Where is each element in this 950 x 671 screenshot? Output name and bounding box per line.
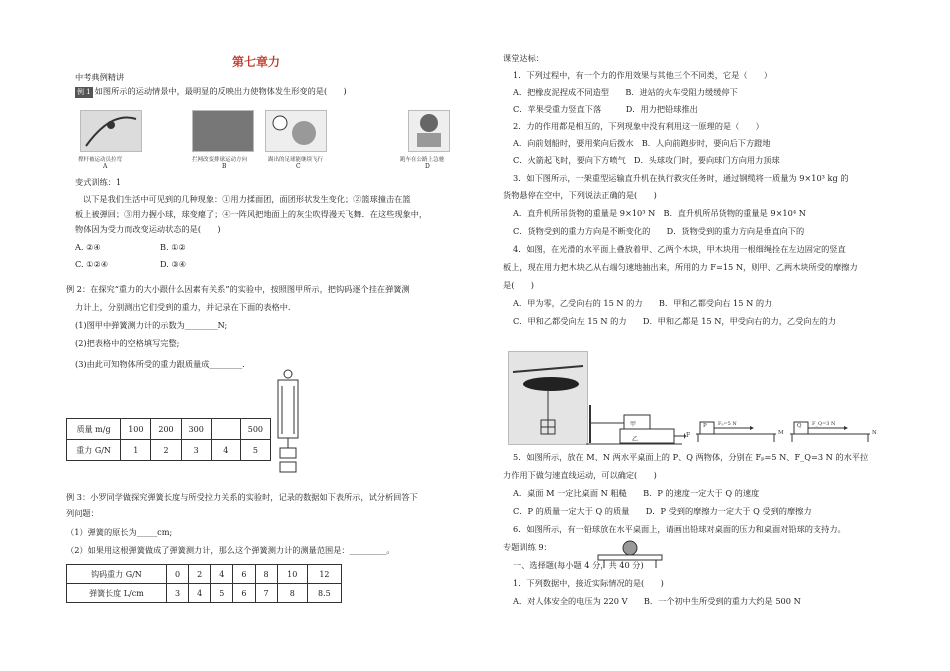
rline-3: C．苹果受重力竖直下落 D．用力把铅球推出 [513, 104, 698, 114]
rline2-6: 一、选择题(每小题 4 分，共 40 分) [513, 560, 644, 570]
table-cell: 4 [211, 440, 240, 461]
q1-option-d: D. ③④ [160, 259, 187, 269]
example-1 [75, 86, 347, 98]
rline-14: A．甲为零，乙受向右的 15 N 的力 B．甲和乙都受向右 15 N 的力 [513, 298, 773, 308]
fig-b-caption: 拦网改变排球运动方向 [192, 157, 248, 163]
rline2-3: C．P 的质量一定大于 Q 的质量 D．P 受到的摩擦力一定大于 Q 受到的摩擦力 [513, 506, 812, 516]
fig-d-letter: D [425, 163, 430, 170]
fig-c-letter: C [296, 163, 301, 170]
block-q-label: Q [797, 423, 802, 429]
table-cell: 8.5 [307, 584, 341, 603]
q1-line-3: 物体因为受力而改变运动状态的是( ) [75, 224, 221, 234]
block-p-figure [696, 420, 788, 442]
rline2-2: A．桌面 M 一定比桌面 N 粗糙 B．P 的速度一定大于 Q 的速度 [513, 488, 760, 498]
surface-m-label: M [778, 430, 784, 436]
rline-9: A．直升机所吊货物的重量是 9×10³ N B．直升机所吊货物的重量是 9×10⁴ N [513, 208, 806, 218]
rline2-5: 专题训练 9： [503, 542, 552, 552]
fig-a-letter: A [103, 163, 108, 170]
force-q-label: F_Q=3 N [812, 421, 836, 427]
section-heading: 中考典例精讲 [75, 72, 125, 82]
rline-5: A．向前划船时，要用桨向后拨水 B．人向前跑步时，要向后下方蹬地 [513, 138, 771, 148]
table-cell: 1 [121, 440, 151, 461]
ex3-line-4: （2）如果用这根弹簧做成了弹簧测力计，那么这个弹簧测力计的测量范围是：_________。 [66, 545, 395, 555]
table-cell: 100 [121, 419, 151, 440]
rline2-8: A．对人体安全的电压为 220 V B．一个初中生所受到的重力大约是 500 N [513, 596, 801, 606]
table-cell: 12 [307, 565, 341, 584]
example-badge: 例 1 [77, 88, 91, 96]
table-cell: 2 [151, 440, 181, 461]
table-header-cell: 质量 m/g [67, 419, 121, 440]
table-header-cell: 弹簧长度 L/cm [67, 584, 167, 603]
table-cell: 3 [166, 584, 188, 603]
table-row [67, 440, 271, 461]
rline-12: 板上，现在用力把木块乙从右端匀速地抽出来，所用的力 F=15 N，则甲、乙两木块所受的摩擦力 [503, 262, 858, 272]
spring-length-table [66, 564, 342, 603]
table-row [67, 565, 342, 584]
ex3-line-2: 列问题： [66, 508, 99, 518]
table-cell: 5 [211, 584, 233, 603]
table-row [67, 584, 342, 603]
table-cell: 500 [240, 419, 270, 440]
table-cell: 6 [233, 584, 255, 603]
rline2-4: 6．如图所示，有一铅球放在水平桌面上，请画出铅球对桌面的压力和桌面对铅球的支持力。 [513, 524, 846, 534]
mass-weight-table [66, 418, 271, 461]
rline2-1: 力作用下做匀速直线运动，可以确定( ) [503, 470, 657, 480]
football-mascot-image [265, 110, 327, 152]
page-title: 第七章力 [232, 55, 281, 69]
surface-n-label: N [872, 430, 877, 436]
q1-line-2: 板上被弹回；③用力握小球，球变瘪了；④一阵风把地面上的灰尘吹得漫天飞舞．在这些现象中， [75, 209, 428, 219]
table-cell: 5 [240, 440, 270, 461]
table-cell: 4 [189, 584, 211, 603]
table-cell: 3 [181, 440, 211, 461]
fig-a-caption: 撑杆被运动员拉弯 [78, 157, 123, 163]
soccer-ball-icon [266, 111, 326, 151]
rline-11: 4．如图，在光滑的水平面上叠放着甲、乙两个木块，甲木块用一根细绳拴在左边固定的竖直 [513, 244, 846, 254]
force-f-label: F [686, 432, 691, 439]
example-1-text: 如图所示的运动情景中，最明显的反映出力使物体发生形变的是( ) [94, 86, 347, 96]
rline-4: 2．力的作用都是相互的，下列现象中没有利用这一原理的是（ ） [513, 121, 764, 131]
rline-1: 1．下列过程中，有一个力的作用效果与其他三个不同类，它是（ ） [513, 70, 773, 80]
helicopter-image [508, 351, 588, 445]
table-cell: 2 [189, 565, 211, 584]
ex3-line-3: （1）弹簧的原长为_____cm; [66, 527, 173, 537]
q1-option-b: B. ①② [160, 242, 186, 252]
rline-13: 是( ) [503, 280, 534, 290]
table-header-cell: 钩码重力 G/N [67, 565, 167, 584]
rline-0: 课堂达标： [503, 53, 544, 63]
mascot-car-image [408, 110, 450, 152]
table-cell: 300 [181, 419, 211, 440]
force-p-label: Fₚ=5 N [718, 421, 737, 427]
table-cell: 8 [255, 565, 277, 584]
q1-option-c: C. ①②④ [75, 259, 109, 269]
table-header-cell: 重力 G/N [67, 440, 121, 461]
table-row [67, 419, 271, 440]
q1-option-a: A. ②④ [75, 242, 101, 252]
block-yi-label: 乙 [632, 436, 639, 443]
table-cell: 8 [277, 584, 307, 603]
mascot-icon [409, 111, 449, 151]
table-blank-cell[interactable] [211, 419, 240, 440]
table-cell: 7 [255, 584, 277, 603]
rline-2: A．把橡皮泥捏成不同造型 B．进站的火车受阻力缓缓停下 [513, 87, 738, 97]
ex2-line-4: (2)把表格中的空格填写完整; [75, 338, 180, 348]
variant-training: 变式训练：1 [75, 177, 122, 187]
block-jia-label: 甲 [630, 421, 637, 428]
rline-7: 3．如下图所示，一架重型运输直升机在执行救灾任务时，通过钢缆将一质量为 9×10³ kg 的 [513, 173, 849, 183]
q1-line-1: 以下是我们生活中可见到的几种现象：①用力揉面团，面团形状发生变化；②篮球撞击在篮 [83, 194, 411, 204]
volleyball-image [192, 110, 254, 152]
table-cell: 200 [151, 419, 181, 440]
block-p-label: P [703, 423, 707, 429]
table-cell: 4 [211, 565, 233, 584]
ex2-line-3: (1)图甲中弹簧测力计的示数为________N; [75, 320, 228, 330]
ex2-line-2: 力计上，分别测出它们受到的重力，并记录在下面的表格中. [75, 302, 291, 312]
ex2-line-1: 例 2：在探究“重力的大小跟什么因素有关系”的实验中，按照图甲所示，把钩码逐个挂在弹簧测 [66, 284, 410, 294]
pole-vault-figure-icon [81, 111, 141, 151]
ex2-line-5: (3)由此可知物体所受的重力跟质量成________. [75, 359, 245, 369]
block-q-figure [790, 420, 882, 442]
table-cell: 6 [233, 565, 255, 584]
rline-10: C．货物受到的重力方向是不断变化的 D．货物受到的重力方向是垂直向下的 [513, 226, 805, 236]
table-cell: 10 [277, 565, 307, 584]
fig-d-caption: 跑车在公路上急驰 [400, 157, 445, 163]
rline2-0: 5．如图所示，放在 M、N 两水平桌面上的 P、Q 两物体，分别在 Fₚ=5 N、F_Q=3 N 的水平拉 [513, 452, 869, 462]
rline-6: C．火箭起飞时，要向下方喷气 D．头球攻门时，要向球门方向用力顶球 [513, 155, 780, 165]
pole-vault-image [80, 110, 142, 152]
fig-c-caption: 踢出的足球能继续飞行 [268, 157, 324, 163]
rline-8: 货物悬停在空中，下列说法正确的是( ) [503, 190, 657, 200]
ex3-line-1: 例 3：小罗同学做探究弹簧长度与所受拉力关系的实验时，记录的数据如下表所示，试分析回答下 [66, 492, 418, 502]
helicopter-icon [509, 352, 587, 444]
fig-b-letter: B [222, 163, 227, 170]
rline2-7: 1．下列数据中，接近实际情况的是( ) [513, 578, 664, 588]
spring-scale-icon [268, 368, 308, 476]
rline-15: C．甲和乙都受向左 15 N 的力 D．甲和乙都是 15 N，甲受向右的力，乙受向左的力 [513, 316, 837, 326]
table-cell: 0 [166, 565, 188, 584]
